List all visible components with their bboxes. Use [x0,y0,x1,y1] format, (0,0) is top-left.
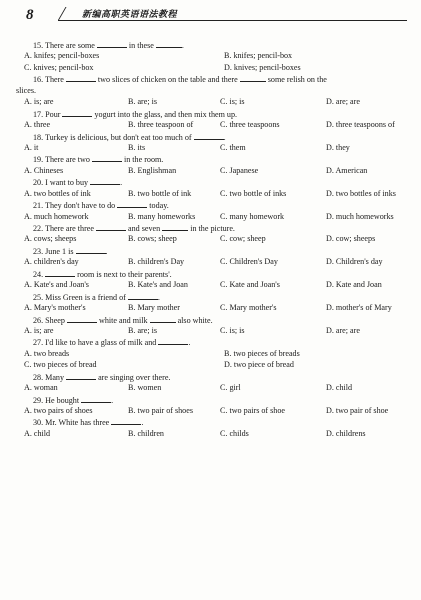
answer-option: B. children's Day [128,257,185,267]
answer-blank [66,74,96,82]
question-text: 30. Mr. White has three [33,418,112,428]
question-text: . [223,132,226,142]
question-text: 20. I want to buy [33,178,91,188]
answer-option: B. Kate's and Joan [128,280,188,290]
answer-blank [66,372,96,380]
question-text: 19. There are two [33,155,92,165]
answer-blank [92,154,122,162]
question-stem [16,200,411,211]
question-text: 28. Many [33,372,67,382]
question-text: . [188,338,191,348]
question-text: two slices of chicken on the table and there [95,75,240,85]
answer-option: A. cows; sheeps [24,234,77,244]
header-rule [58,20,407,21]
answer-blank [62,109,92,117]
answer-option: B. women [128,383,162,393]
question-text: in the picture. [188,224,235,233]
answer-option: B. three teaspoon of [128,120,194,130]
question-text: 27. I'd like to have a glass of milk and [33,338,159,348]
answer-option: A. knifes; pencil-boxes [24,51,100,61]
question-text: . [120,178,123,188]
answer-option: C. three teaspoons [220,120,280,130]
question-stem [16,177,411,188]
question-continuation: slices. [16,85,37,95]
answer-option: D. mother's of Mary [326,303,392,313]
answer-blank [162,223,188,231]
question-text: 29. He bought [33,395,82,405]
answer-option: A. woman [24,383,58,393]
answer-option: D. three teaspoons of [326,120,395,130]
answer-blank [128,292,158,300]
options-row [16,166,411,177]
answer-option: D. two pair of shoe [326,406,389,415]
question-text: in the room. [121,155,164,165]
answer-option: D. child [326,383,353,393]
options-row [16,212,411,223]
exercise-list [16,40,411,440]
options-row [16,429,411,440]
question-text: 22. There are three [33,224,96,233]
header-slash-decoration [58,7,79,20]
question-text: 23. June 1 is [33,246,76,256]
question-stem [16,246,411,257]
question-text: are singing over there. [96,372,171,382]
question-stem [16,372,411,383]
question-stem [16,223,411,234]
answer-option: A. it [24,142,39,152]
answer-option: A. Kate's and Joan's [24,280,89,290]
answer-option: B. Mary mother [128,303,180,313]
answer-option: C. two pairs of shoe [220,406,285,415]
question-text: today. [147,201,169,211]
question-text: in these [126,41,156,50]
answer-option: C. Japanese [220,165,259,175]
answer-blank [76,246,106,254]
answer-option: A. Mary's mother's [24,303,86,313]
answer-option: C. two pieces of bread [24,360,97,370]
question-text: . [141,418,144,428]
answer-blank [111,417,144,428]
answer-option: A. three [24,120,51,130]
answer-option: B. are; is [128,325,157,335]
answer-option: C. them [220,142,246,152]
question-text: 17. Pour [33,109,63,119]
options-row [16,234,411,245]
options-row [16,120,411,131]
question-text: room is next to their parents'. [75,269,172,279]
answer-option: C. two bottle of inks [220,188,287,198]
answer-blank [96,223,126,231]
answer-option: C. childs [220,428,249,438]
question-text: . [181,41,184,50]
answer-blank [240,74,266,82]
question-stem [16,269,411,280]
answer-blank [194,132,224,140]
answer-option: B. cows; sheep [128,234,177,244]
answer-option: B. two pieces of breads [224,348,300,358]
answer-option: A. two pairs of shoes [24,406,93,415]
answer-option: A. two breads [24,348,70,358]
question-stem [16,292,411,303]
question-text: some relish on the [265,75,327,85]
options-row [16,51,411,62]
answer-option: D. knives; pencil-boxes [224,62,301,72]
question-text: 21. They don't have to do [33,201,118,211]
question-stem [16,417,411,428]
question-text: 18. Turkey is delicious, but don't eat too much of [33,132,194,142]
answer-option: A. two bottles of ink [24,188,91,198]
question-stem [16,154,411,165]
answer-option: D. childrens [326,428,366,438]
answer-option: A. much homework [24,211,89,221]
question-text: 25. Miss Green is a friend of [33,292,128,302]
options-row [16,257,411,268]
answer-option: C. cow; sheep [220,234,266,244]
answer-option: A. is; are [24,97,54,107]
answer-option: D. cow; sheeps [326,234,376,244]
answer-blank [150,315,176,323]
answer-option: C. knives; pencil-box [24,62,94,72]
question-stem [16,40,411,51]
answer-option: D. much homeworks [326,211,394,221]
page-header [18,6,407,24]
answer-blank [67,315,97,323]
answer-option: B. its [128,142,146,152]
answer-option: D. two bottles of inks [326,188,396,198]
answer-option: D. two piece of bread [224,360,294,370]
question-text: also white. [175,315,213,325]
question-text: . [105,246,108,256]
answer-option: B. Englishman [128,165,177,175]
options-row [16,97,411,108]
answer-option: B. knifes; pencil-box [224,51,293,61]
book-title: 新编高职英语语法教程 [82,9,178,19]
question-stem [16,132,411,143]
question-stem [16,109,411,120]
options-row [16,360,411,371]
question-text: . [157,292,160,302]
answer-blank [81,395,114,405]
answer-blank [117,200,147,208]
question-text: and seven [126,224,163,233]
answer-option: B. two pair of shoes [128,406,193,415]
answer-option: C. many homework [220,211,285,221]
options-row [16,143,411,154]
options-row [16,349,411,360]
answer-option: C. girl [220,383,241,393]
options-row [16,189,411,200]
question-text: white and milk [96,315,150,325]
question-text: 16. There [33,75,66,85]
answer-blank [158,337,191,348]
answer-blank [156,40,182,48]
question-stem [16,395,411,406]
options-row [16,383,411,394]
answer-option: D. Kate and Joan [326,280,382,290]
options-row [16,303,411,314]
answer-option: A. Chineses [24,165,64,175]
answer-option: A. children's day [24,257,79,267]
answer-option: B. children [128,428,164,438]
question-text: 24. [33,269,46,279]
answer-option: A. child [24,428,51,438]
question-text: . [111,395,114,405]
options-row [16,63,411,74]
answer-option: C. Mary mother's [220,303,277,313]
answer-blank [45,269,75,277]
answer-option: B. are; is [128,97,157,107]
answer-option: C. Children's Day [220,257,278,267]
answer-option: D. Children's day [326,257,383,267]
answer-option: C. is; is [220,97,245,107]
question-text: 15. There are some [33,41,97,50]
answer-option: A. is; are [24,325,54,335]
question-text: yogurt into the glass, and then mix them up. [92,109,238,119]
options-row [16,280,411,291]
answer-option: C. Kate and Joan's [220,280,280,290]
answer-blank [90,177,123,188]
answer-option: D. they [326,142,350,152]
options-row [16,326,411,337]
answer-option: C. is; is [220,325,245,335]
question-stem [16,74,411,85]
answer-blank [97,40,127,48]
options-row [16,406,411,417]
question-stem [16,337,411,348]
page-number: 8 [26,7,34,23]
answer-option: B. two bottle of ink [128,188,192,198]
answer-option: D. are; are [326,325,360,335]
question-text: 26. Sheep [33,315,67,325]
question-stem [16,315,411,326]
answer-option: D. American [326,165,368,175]
answer-option: D. are; are [326,97,360,107]
answer-option: B. many homeworks [128,211,196,221]
